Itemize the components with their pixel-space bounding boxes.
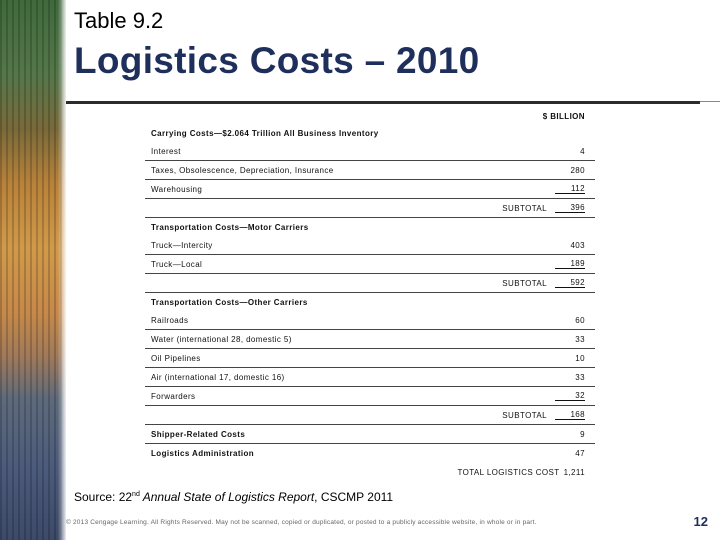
- row-label: Oil Pipelines: [151, 353, 201, 363]
- row-value: 10: [575, 353, 585, 363]
- subtotal-value: 396: [555, 203, 585, 213]
- row-value: 47: [575, 449, 585, 458]
- table-row: [145, 161, 595, 180]
- row-value: 60: [575, 315, 585, 325]
- row-label: Warehousing: [151, 184, 203, 194]
- section-heading: [145, 293, 595, 311]
- subtotal-label: SUBTOTAL: [502, 278, 547, 288]
- row-label: Truck—Local: [151, 259, 203, 269]
- table-number: Table 9.2: [74, 8, 164, 33]
- section-heading-label: Transportation Costs—Motor Carriers: [151, 222, 309, 232]
- page-number: 12: [693, 514, 708, 529]
- table-row: [145, 255, 595, 274]
- subtotal-value: 168: [555, 410, 585, 420]
- row-value: 280: [570, 165, 585, 175]
- subtotal-label: SUBTOTAL: [502, 410, 547, 420]
- table-row: [145, 444, 595, 463]
- logistics-costs-table: [145, 110, 595, 482]
- table-row: [145, 349, 595, 368]
- row-label: Water (international 28, domestic 5): [151, 334, 292, 344]
- total-label: TOTAL LOGISTICS COST: [457, 468, 560, 477]
- row-label: Truck—Intercity: [151, 240, 213, 250]
- section-heading-label: Carrying Costs—$2.064 Trillion All Business Inventory: [151, 128, 379, 138]
- table-row: [145, 387, 595, 406]
- total-row: [145, 463, 595, 482]
- source-suffix: , CSCMP 2011: [314, 490, 394, 504]
- table-row: [145, 330, 595, 349]
- row-label: Interest: [151, 146, 181, 156]
- subtotal-value: 592: [555, 278, 585, 288]
- subtotal-label: SUBTOTAL: [502, 203, 547, 213]
- table-row: [145, 425, 595, 444]
- copyright-notice: © 2013 Cengage Learning. All Rights Reserved. May not be scanned, copied or duplicated, or posted to a publicly accessible website, in whole or in part.: [66, 519, 537, 526]
- row-value: 189: [555, 259, 585, 269]
- row-value: 32: [555, 391, 585, 401]
- row-label: Forwarders: [151, 391, 196, 401]
- unit-header: $ BILLION: [542, 112, 585, 121]
- row-label: Air (international 17, domestic 16): [151, 372, 285, 382]
- title-divider: [66, 101, 700, 104]
- row-value: 4: [580, 146, 585, 156]
- subtotal-row: [145, 199, 595, 218]
- decorative-container-strip: [0, 0, 66, 540]
- row-label: Logistics Administration: [151, 449, 255, 458]
- total-value: 1,211: [563, 468, 585, 477]
- row-value: 403: [570, 240, 585, 250]
- section-heading: [145, 218, 595, 236]
- source-report-title: Annual State of Logistics Report: [139, 490, 315, 504]
- row-value: 33: [575, 334, 585, 344]
- page-title: Logistics Costs – 2010: [74, 40, 480, 81]
- row-value: 112: [555, 184, 585, 194]
- title-divider-tail: [700, 101, 720, 102]
- row-label: Railroads: [151, 315, 189, 325]
- section-heading: [145, 124, 595, 142]
- row-label: Taxes, Obsolescence, Depreciation, Insurance: [151, 165, 334, 175]
- source-citation: [74, 490, 393, 504]
- source-ordinal: nd: [132, 491, 140, 498]
- table-row: [145, 236, 595, 255]
- table-row: [145, 180, 595, 199]
- subtotal-row: [145, 406, 595, 425]
- table-row: [145, 142, 595, 161]
- row-label: Shipper-Related Costs: [151, 429, 246, 439]
- table-row: [145, 311, 595, 330]
- table-row: [145, 368, 595, 387]
- source-prefix: Source: 22: [74, 490, 133, 504]
- subtotal-row: [145, 274, 595, 293]
- row-value: 9: [580, 429, 585, 439]
- row-value: 33: [575, 372, 585, 382]
- section-heading-label: Transportation Costs—Other Carriers: [151, 297, 308, 307]
